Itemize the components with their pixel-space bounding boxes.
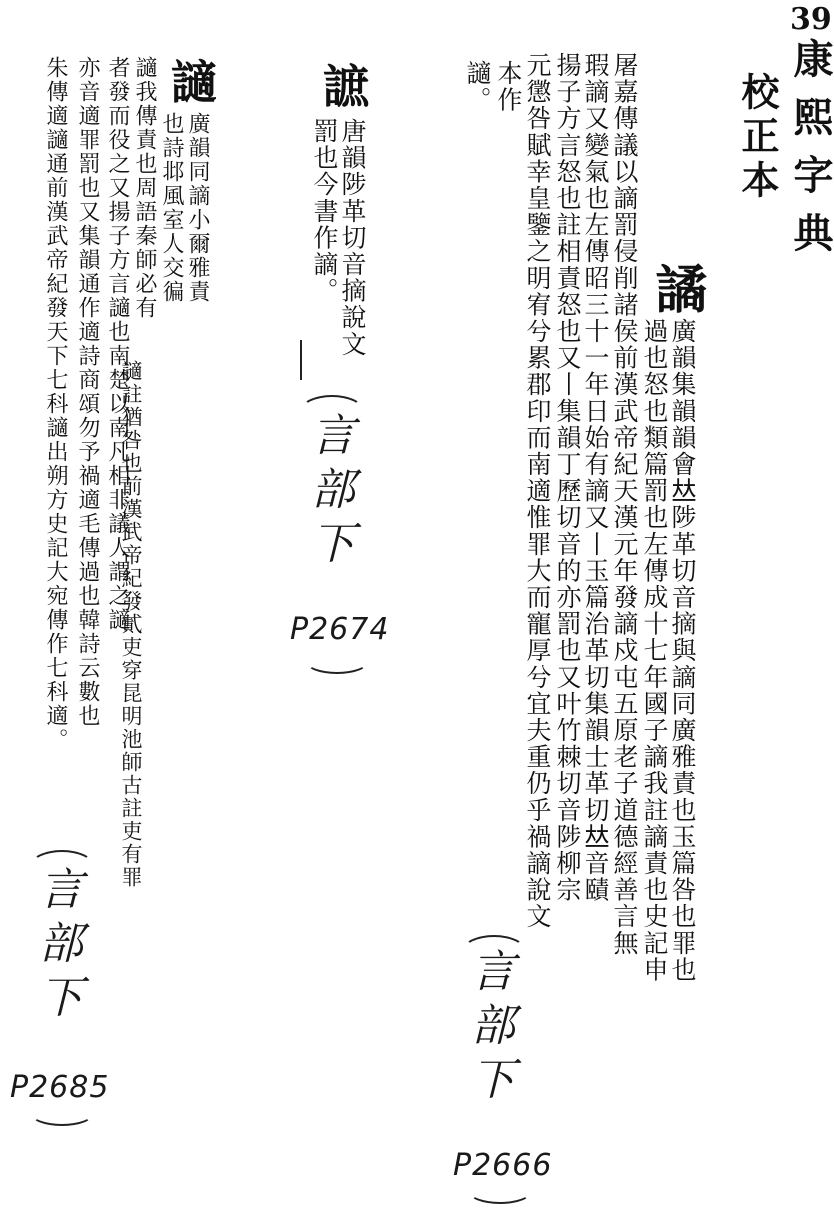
middle-entry-column-1: 唐韻陟革切音摘說文 bbox=[338, 118, 367, 358]
right-note-page: P2666 bbox=[453, 1148, 553, 1183]
right-entry-column-4: 瑕謫又變氣也左傳昭三十一年日始有謫又丨玉篇治革切集韻士革切𠀤音賾 bbox=[581, 52, 610, 904]
right-note-ref: 言部下 bbox=[463, 948, 514, 1110]
left-entry-column-5: 亦音適罪罰也又集韻通作適詩商頌勿予禍適毛傳過也韓詩云數也 bbox=[75, 56, 100, 728]
right-entry-headword: 譎 bbox=[646, 262, 707, 314]
page-number: 39 bbox=[790, 2, 832, 37]
right-entry-column-5: 揚子方言怒也註相責怒也又丨集韻丁歷切音的亦罰也又叶竹棘切音陟柳宗 bbox=[553, 52, 582, 904]
middle-note-ref: 言部下 bbox=[303, 412, 354, 574]
left-entry-column-2: 也詩邶風室人交徧 bbox=[159, 112, 184, 304]
right-entry-column-7: 本作 bbox=[494, 60, 523, 114]
middle-note-underline bbox=[305, 648, 369, 674]
left-entry-column-note: 讁註猶咎也前漢武帝紀發貳吏穿昆明池師古註吏有罪 bbox=[119, 360, 143, 889]
left-entry-column-4: 者發而役之又揚子方言讁也南楚以南凡相非議人謂之讁 bbox=[105, 56, 130, 632]
right-entry-column-2: 過也怒也類篇罰也左傳成十七年國子謫我註謫責也史記申 bbox=[640, 318, 669, 983]
middle-note-page: P2674 bbox=[290, 612, 390, 647]
right-entry-column-3: 屠嘉傳議以謫罰侵削諸侯前漢武帝紀天漢元年發謫戍屯五原老子道德經善言無 bbox=[610, 52, 639, 957]
middle-entry-margin-line bbox=[300, 340, 302, 380]
right-entry-column-1: 廣韻集韻韻會𠀤陟革切音摘與謫同廣雅責也玉篇咎也罪也 bbox=[668, 318, 697, 983]
left-note-page: P2685 bbox=[10, 1070, 110, 1105]
left-entry-column-1: 廣韻同謫小爾雅責 bbox=[185, 112, 210, 304]
middle-entry-headword: 謶 bbox=[316, 62, 370, 108]
book-title: 康熙字典 bbox=[787, 38, 834, 270]
left-note-ref: 言部下 bbox=[31, 866, 82, 1028]
left-note-underline bbox=[30, 1100, 94, 1126]
left-entry-headword: 讁 bbox=[164, 58, 218, 104]
left-entry-column-3: 讁我傳責也周語秦師必有 bbox=[132, 56, 157, 320]
edition-label: 校正本 bbox=[735, 72, 780, 204]
right-note-underline bbox=[468, 1178, 532, 1204]
right-entry-column-8: 讁。 bbox=[463, 60, 492, 114]
left-entry-column-6: 朱傳適讁通前漢武帝紀發天下七科讁出朔方史記大宛傳作七科適。 bbox=[43, 56, 68, 752]
middle-entry-column-2: 罰也今書作謫。 bbox=[310, 118, 339, 305]
right-entry-column-6: 元懲咎賦幸皇鑒之明宥兮累郡印而南適惟罪大而寵厚兮宜夫重仍乎禍謫說文 bbox=[523, 52, 552, 930]
